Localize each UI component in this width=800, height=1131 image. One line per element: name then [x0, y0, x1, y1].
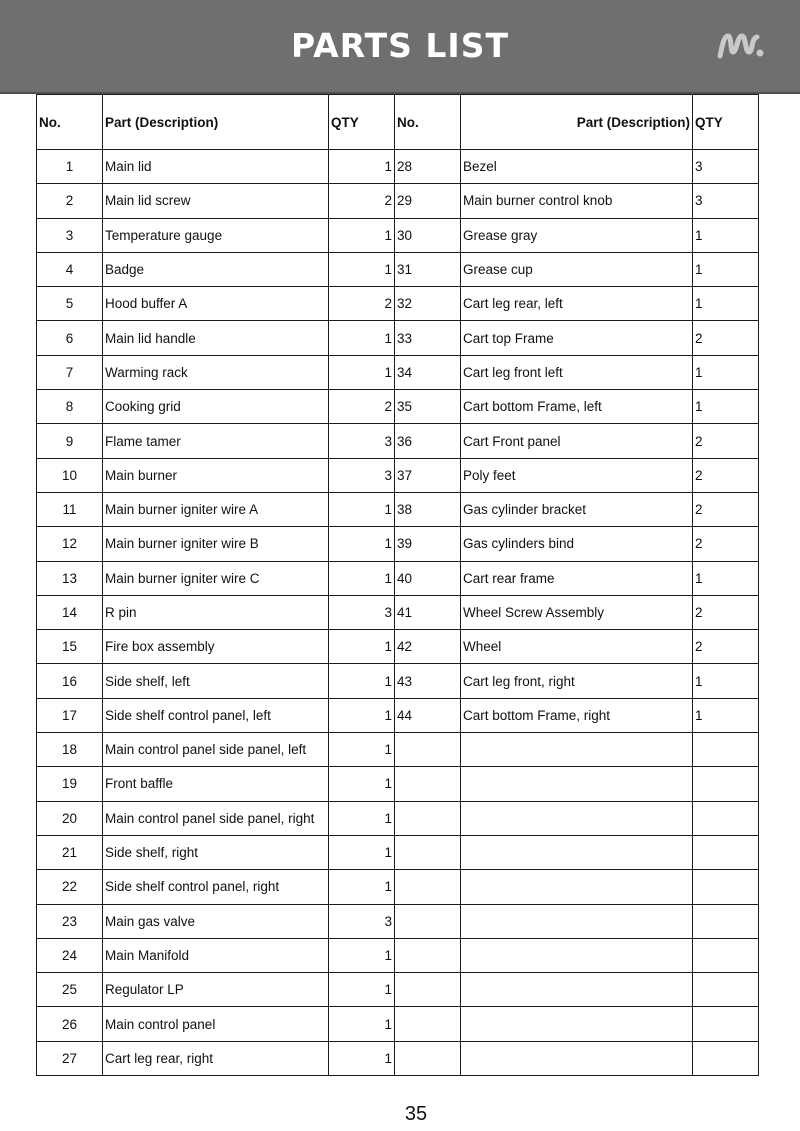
part-description-cell: Side shelf control panel, left [103, 698, 329, 732]
part-qty-cell [693, 904, 759, 938]
part-qty-cell: 1 [329, 870, 395, 904]
part-description-cell: Main gas valve [103, 904, 329, 938]
part-qty-cell: 1 [693, 355, 759, 389]
table-row [37, 527, 759, 561]
table-row [37, 904, 759, 938]
part-qty-cell [693, 938, 759, 972]
page-title: PARTS LIST [291, 26, 509, 65]
part-qty-cell: 3 [329, 904, 395, 938]
part-number-cell: 10 [37, 458, 103, 492]
table-row [37, 150, 759, 184]
column-header-description: Part (Description) [103, 95, 329, 150]
part-description-cell: Cart Front panel [461, 424, 693, 458]
part-number-cell: 7 [37, 355, 103, 389]
part-description-cell: Side shelf, right [103, 835, 329, 869]
part-description-cell: Cart leg rear, left [461, 287, 693, 321]
part-description-cell: Main control panel side panel, left [103, 733, 329, 767]
part-qty-cell: 1 [693, 252, 759, 286]
column-header-description: Part (Description) [461, 95, 693, 150]
column-header-no: No. [37, 95, 103, 150]
table-row [37, 973, 759, 1007]
part-description-cell: Cart leg front, right [461, 664, 693, 698]
part-number-cell: 41 [395, 595, 461, 629]
part-qty-cell: 1 [329, 973, 395, 1007]
part-description-cell: Cart rear frame [461, 561, 693, 595]
part-description-cell: Flame tamer [103, 424, 329, 458]
part-qty-cell [693, 870, 759, 904]
table-row [37, 1041, 759, 1075]
part-number-cell: 26 [37, 1007, 103, 1041]
table-row [37, 252, 759, 286]
part-number-cell: 19 [37, 767, 103, 801]
part-qty-cell: 2 [693, 595, 759, 629]
part-qty-cell [693, 835, 759, 869]
part-qty-cell: 3 [693, 150, 759, 184]
part-number-cell: 8 [37, 390, 103, 424]
part-qty-cell: 2 [329, 184, 395, 218]
table-row [37, 664, 759, 698]
table-header-row [37, 95, 759, 150]
part-qty-cell [693, 1007, 759, 1041]
part-number-cell: 11 [37, 492, 103, 526]
part-number-cell: 39 [395, 527, 461, 561]
part-number-cell: 34 [395, 355, 461, 389]
part-number-cell: 16 [37, 664, 103, 698]
part-description-cell: Cart bottom Frame, right [461, 698, 693, 732]
part-number-cell: 4 [37, 252, 103, 286]
part-number-cell [395, 801, 461, 835]
part-number-cell [395, 1007, 461, 1041]
part-number-cell: 9 [37, 424, 103, 458]
part-number-cell [395, 973, 461, 1007]
part-number-cell: 31 [395, 252, 461, 286]
part-description-cell [461, 938, 693, 972]
part-qty-cell: 2 [693, 492, 759, 526]
part-qty-cell: 1 [693, 218, 759, 252]
part-description-cell: Wheel [461, 630, 693, 664]
part-description-cell: Grease cup [461, 252, 693, 286]
table-row [37, 698, 759, 732]
part-qty-cell: 1 [329, 835, 395, 869]
table-row [37, 938, 759, 972]
column-header-qty: QTY [329, 95, 395, 150]
part-description-cell: Main burner control knob [461, 184, 693, 218]
part-description-cell: Cooking grid [103, 390, 329, 424]
part-number-cell: 21 [37, 835, 103, 869]
part-number-cell: 6 [37, 321, 103, 355]
part-description-cell: Main burner igniter wire C [103, 561, 329, 595]
part-description-cell: Regulator LP [103, 973, 329, 1007]
part-qty-cell: 1 [693, 664, 759, 698]
part-number-cell: 44 [395, 698, 461, 732]
part-number-cell: 38 [395, 492, 461, 526]
part-qty-cell: 1 [693, 698, 759, 732]
part-qty-cell: 3 [693, 184, 759, 218]
part-qty-cell: 2 [329, 287, 395, 321]
part-qty-cell: 1 [693, 390, 759, 424]
part-number-cell: 40 [395, 561, 461, 595]
part-number-cell: 36 [395, 424, 461, 458]
table-row [37, 801, 759, 835]
part-qty-cell: 1 [329, 801, 395, 835]
part-number-cell: 37 [395, 458, 461, 492]
part-qty-cell [693, 733, 759, 767]
part-number-cell: 14 [37, 595, 103, 629]
part-qty-cell: 2 [693, 321, 759, 355]
part-qty-cell: 1 [329, 698, 395, 732]
part-number-cell [395, 835, 461, 869]
part-qty-cell: 3 [329, 458, 395, 492]
part-qty-cell: 3 [329, 424, 395, 458]
part-number-cell: 20 [37, 801, 103, 835]
part-description-cell: Main burner igniter wire A [103, 492, 329, 526]
part-description-cell: Temperature gauge [103, 218, 329, 252]
part-qty-cell [693, 973, 759, 1007]
part-number-cell: 12 [37, 527, 103, 561]
part-qty-cell: 3 [329, 595, 395, 629]
part-qty-cell: 2 [693, 527, 759, 561]
part-qty-cell: 1 [329, 1041, 395, 1075]
table-row [37, 390, 759, 424]
part-number-cell: 23 [37, 904, 103, 938]
part-description-cell: R pin [103, 595, 329, 629]
part-number-cell: 15 [37, 630, 103, 664]
part-description-cell: Gas cylinder bracket [461, 492, 693, 526]
part-description-cell: Main Manifold [103, 938, 329, 972]
table-row [37, 1007, 759, 1041]
parts-table-body [37, 150, 759, 1076]
part-number-cell [395, 767, 461, 801]
part-description-cell: Main lid screw [103, 184, 329, 218]
part-description-cell: Bezel [461, 150, 693, 184]
part-number-cell: 17 [37, 698, 103, 732]
column-header-qty: QTY [693, 95, 759, 150]
page-header [0, 0, 800, 94]
table-row [37, 492, 759, 526]
parts-table [36, 94, 759, 1076]
part-qty-cell: 1 [329, 1007, 395, 1041]
part-qty-cell: 2 [693, 458, 759, 492]
part-description-cell: Badge [103, 252, 329, 286]
table-row [37, 287, 759, 321]
table-row [37, 355, 759, 389]
part-qty-cell: 1 [329, 492, 395, 526]
part-description-cell: Main lid handle [103, 321, 329, 355]
part-description-cell: Side shelf, left [103, 664, 329, 698]
table-row [37, 835, 759, 869]
part-number-cell: 5 [37, 287, 103, 321]
part-qty-cell: 1 [329, 664, 395, 698]
part-description-cell: Cart leg rear, right [103, 1041, 329, 1075]
part-qty-cell: 1 [329, 252, 395, 286]
part-description-cell [461, 870, 693, 904]
column-header-no: No. [395, 95, 461, 150]
part-description-cell: Main lid [103, 150, 329, 184]
table-row [37, 561, 759, 595]
part-description-cell: Warming rack [103, 355, 329, 389]
table-row [37, 733, 759, 767]
part-number-cell: 32 [395, 287, 461, 321]
part-description-cell: Main burner [103, 458, 329, 492]
part-qty-cell: 1 [329, 561, 395, 595]
part-qty-cell: 1 [329, 938, 395, 972]
part-qty-cell: 1 [329, 218, 395, 252]
part-description-cell [461, 733, 693, 767]
part-qty-cell: 1 [693, 287, 759, 321]
part-qty-cell: 1 [329, 321, 395, 355]
part-qty-cell [693, 767, 759, 801]
part-number-cell: 35 [395, 390, 461, 424]
part-number-cell [395, 870, 461, 904]
part-number-cell [395, 904, 461, 938]
part-number-cell: 2 [37, 184, 103, 218]
part-description-cell [461, 1041, 693, 1075]
part-qty-cell: 1 [329, 767, 395, 801]
part-description-cell: Cart top Frame [461, 321, 693, 355]
part-number-cell: 24 [37, 938, 103, 972]
part-description-cell [461, 767, 693, 801]
part-description-cell: Main burner igniter wire B [103, 527, 329, 561]
part-description-cell: Side shelf control panel, right [103, 870, 329, 904]
part-number-cell: 30 [395, 218, 461, 252]
part-qty-cell: 1 [329, 150, 395, 184]
part-number-cell: 29 [395, 184, 461, 218]
part-description-cell [461, 801, 693, 835]
part-description-cell: Main control panel side panel, right [103, 801, 329, 835]
part-qty-cell: 1 [329, 355, 395, 389]
part-number-cell [395, 938, 461, 972]
part-number-cell: 13 [37, 561, 103, 595]
part-qty-cell: 1 [329, 527, 395, 561]
part-number-cell: 22 [37, 870, 103, 904]
part-qty-cell: 1 [693, 561, 759, 595]
part-number-cell: 18 [37, 733, 103, 767]
part-number-cell: 42 [395, 630, 461, 664]
part-number-cell: 3 [37, 218, 103, 252]
part-qty-cell: 1 [329, 733, 395, 767]
part-description-cell [461, 835, 693, 869]
part-description-cell: Cart bottom Frame, left [461, 390, 693, 424]
part-number-cell [395, 1041, 461, 1075]
table-row [37, 630, 759, 664]
part-qty-cell: 2 [693, 630, 759, 664]
table-row [37, 424, 759, 458]
table-row [37, 218, 759, 252]
part-description-cell: Front baffle [103, 767, 329, 801]
part-qty-cell: 1 [329, 630, 395, 664]
part-description-cell: Cart leg front left [461, 355, 693, 389]
part-description-cell [461, 904, 693, 938]
part-description-cell: Fire box assembly [103, 630, 329, 664]
m-brand-logo-icon [716, 30, 768, 60]
part-description-cell: Wheel Screw Assembly [461, 595, 693, 629]
part-qty-cell: 2 [329, 390, 395, 424]
table-row [37, 321, 759, 355]
part-number-cell: 43 [395, 664, 461, 698]
part-number-cell: 27 [37, 1041, 103, 1075]
part-description-cell: Main control panel [103, 1007, 329, 1041]
part-number-cell: 28 [395, 150, 461, 184]
part-number-cell [395, 733, 461, 767]
part-qty-cell [693, 801, 759, 835]
table-row [37, 595, 759, 629]
part-number-cell: 1 [37, 150, 103, 184]
table-row [37, 458, 759, 492]
part-qty-cell [693, 1041, 759, 1075]
page-number: 35 [404, 1103, 428, 1125]
part-description-cell: Gas cylinders bind [461, 527, 693, 561]
part-qty-cell: 2 [693, 424, 759, 458]
part-description-cell [461, 973, 693, 1007]
table-row [37, 184, 759, 218]
part-number-cell: 33 [395, 321, 461, 355]
table-row [37, 767, 759, 801]
part-description-cell: Poly feet [461, 458, 693, 492]
part-number-cell: 25 [37, 973, 103, 1007]
part-description-cell: Grease gray [461, 218, 693, 252]
table-row [37, 870, 759, 904]
part-description-cell: Hood buffer A [103, 287, 329, 321]
part-description-cell [461, 1007, 693, 1041]
